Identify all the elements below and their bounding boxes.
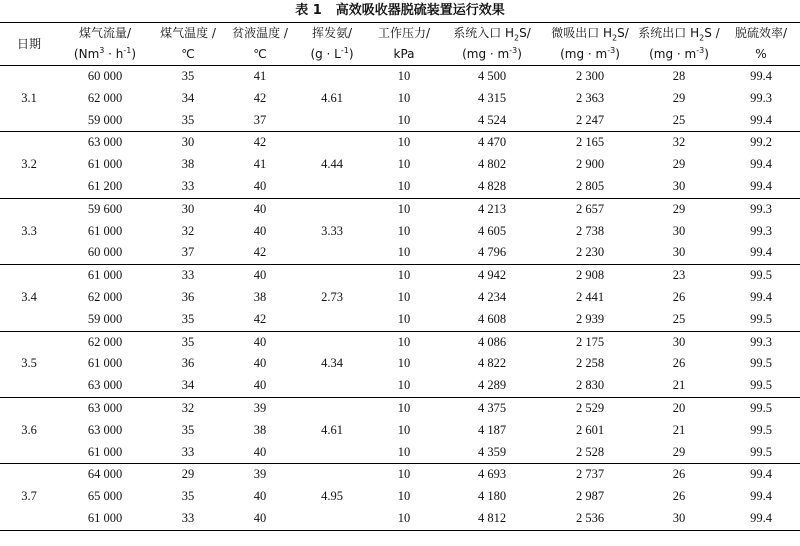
cell-gas-flow: 63 000 <box>87 400 123 415</box>
header-volatile-ammonia: 挥发氨/ <box>296 23 368 45</box>
cell-system-outlet-h2s: 30 <box>636 242 722 264</box>
cell-work-pressure: 10 <box>397 268 411 283</box>
cell-inlet-h2s: 4 180 <box>477 489 507 504</box>
cell-gas-flow: 61 000 <box>87 356 123 371</box>
cell-micro-outlet-h2s: 2 657 <box>575 201 605 216</box>
cell-lean-liquid-temp: 42 <box>224 242 296 264</box>
cell-work-pressure: 10 <box>397 489 411 504</box>
unit-volatile-ammonia: $(g \cdot L^{-1})$ <box>296 44 368 66</box>
header-micro-outlet-h2s: 微吸出口 $H_2S/$ <box>544 23 636 45</box>
cell-gas-flow: 65 000 <box>87 489 123 504</box>
cell-system-outlet-h2s: 29 <box>672 90 686 105</box>
cell-efficiency: 99.4 <box>750 489 772 504</box>
cell-efficiency: 99.2 <box>750 135 772 150</box>
header-lean-liquid-temp: 贫液温度 / <box>224 23 296 45</box>
cell-gas-flow: 64 000 <box>87 467 123 482</box>
cell-efficiency: 99.4 <box>722 176 800 198</box>
table-row <box>0 198 800 220</box>
cell-inlet-h2s: 4 942 <box>477 268 507 283</box>
cell-system-outlet-h2s: 20 <box>672 400 686 415</box>
cell-gas-temp: 37 <box>152 242 224 264</box>
cell-efficiency: 99.4 <box>750 69 772 83</box>
cell-gas-temp: 33 <box>152 176 224 198</box>
cell-efficiency: 99.5 <box>722 375 800 397</box>
cell-gas-flow: 59 600 <box>87 201 123 216</box>
header-date: 日期 <box>0 23 58 66</box>
header-system-outlet-h2s: 系统出口 $H_2S$ / <box>636 23 722 45</box>
cell-efficiency: 99.5 <box>750 268 772 283</box>
table-row <box>0 309 800 331</box>
table-row <box>0 221 800 243</box>
cell-work-pressure: 10 <box>368 508 440 530</box>
cell-efficiency: 99.4 <box>722 242 800 264</box>
cell-inlet-h2s: 4 524 <box>440 110 544 132</box>
cell-work-pressure: 10 <box>368 242 440 264</box>
cell-lean-liquid-temp: 42 <box>224 309 296 331</box>
cell-volatile-ammonia: 4.34 <box>296 331 368 397</box>
cell-gas-temp: 35 <box>181 422 195 437</box>
cell-efficiency: 99.3 <box>750 334 772 349</box>
cell-lean-liquid-temp: 40 <box>224 508 296 530</box>
cell-system-outlet-h2s: 23 <box>672 268 686 283</box>
cell-volatile-ammonia: 2.73 <box>296 265 368 331</box>
cell-efficiency: 99.4 <box>750 157 772 172</box>
cell-efficiency: 99.4 <box>750 289 772 304</box>
header-gas-flow: 煤气流量/ <box>58 23 152 45</box>
unit-gas-temp: ℃ <box>152 44 224 66</box>
cell-work-pressure: 10 <box>397 223 411 238</box>
cell-lean-liquid-temp: 39 <box>253 467 267 482</box>
cell-system-outlet-h2s: 32 <box>672 135 686 150</box>
cell-volatile-ammonia: 4.61 <box>296 397 368 463</box>
cell-date: 3.1 <box>0 66 58 132</box>
cell-work-pressure: 10 <box>397 289 411 304</box>
cell-gas-flow: 62 000 <box>87 90 123 105</box>
cell-efficiency: 99.4 <box>722 508 800 530</box>
cell-gas-temp: 30 <box>181 201 195 216</box>
cell-micro-outlet-h2s: 2 830 <box>544 375 636 397</box>
cell-work-pressure: 10 <box>397 201 411 216</box>
table-number: 表 1 <box>295 3 322 18</box>
cell-work-pressure: 10 <box>397 422 411 437</box>
cell-lean-liquid-temp: 40 <box>253 201 267 216</box>
table-row <box>0 375 800 397</box>
cell-inlet-h2s: 4 500 <box>477 69 507 83</box>
cell-lean-liquid-temp: 38 <box>253 289 267 304</box>
unit-lean-liquid-temp: ℃ <box>224 44 296 66</box>
cell-micro-outlet-h2s: 2 165 <box>575 135 605 150</box>
cell-micro-outlet-h2s: 2 441 <box>575 289 605 304</box>
cell-volatile-ammonia: 4.95 <box>296 464 368 530</box>
cell-inlet-h2s: 4 470 <box>477 135 507 150</box>
cell-micro-outlet-h2s: 2 737 <box>575 467 605 482</box>
unit-work-pressure: kPa <box>368 44 440 66</box>
table-row <box>0 464 800 486</box>
cell-volatile-ammonia: 3.33 <box>296 198 368 264</box>
cell-efficiency: 99.5 <box>750 400 772 415</box>
table-caption <box>0 0 800 22</box>
cell-gas-temp: 32 <box>181 400 195 415</box>
cell-gas-flow: 61 000 <box>87 157 123 172</box>
cell-efficiency: 99.5 <box>722 309 800 331</box>
cell-date: 3.4 <box>0 265 58 331</box>
cell-system-outlet-h2s: 28 <box>672 69 686 83</box>
table-row <box>0 353 800 375</box>
cell-date: 3.7 <box>0 464 58 530</box>
cell-gas-temp: 36 <box>181 356 195 371</box>
cell-inlet-h2s: 4 315 <box>477 90 507 105</box>
table-row <box>0 486 800 508</box>
cell-efficiency: 99.5 <box>750 356 772 371</box>
table-header <box>0 23 800 66</box>
cell-work-pressure: 10 <box>368 375 440 397</box>
cell-gas-flow: 63 000 <box>87 135 123 150</box>
cell-gas-temp: 34 <box>152 375 224 397</box>
table-row <box>0 287 800 309</box>
cell-lean-liquid-temp: 40 <box>224 375 296 397</box>
cell-system-outlet-h2s: 30 <box>672 334 686 349</box>
cell-work-pressure: 10 <box>397 400 411 415</box>
cell-efficiency: 99.3 <box>750 90 772 105</box>
cell-gas-temp: 33 <box>152 508 224 530</box>
cell-lean-liquid-temp: 41 <box>253 69 267 83</box>
cell-inlet-h2s: 4 234 <box>477 289 507 304</box>
cell-inlet-h2s: 4 822 <box>477 356 507 371</box>
cell-gas-flow: 61 000 <box>87 268 123 283</box>
cell-work-pressure: 10 <box>397 157 411 172</box>
cell-gas-flow: 61 000 <box>58 508 152 530</box>
cell-work-pressure: 10 <box>397 467 411 482</box>
cell-volatile-ammonia: 4.61 <box>296 66 368 132</box>
cell-inlet-h2s: 4 693 <box>477 467 507 482</box>
cell-inlet-h2s: 4 375 <box>477 400 507 415</box>
table-title: 高效吸收器脱硫装置运行效果 <box>335 3 505 18</box>
cell-micro-outlet-h2s: 2 987 <box>575 489 605 504</box>
cell-gas-temp: 36 <box>181 289 195 304</box>
cell-inlet-h2s: 4 828 <box>440 176 544 198</box>
cell-system-outlet-h2s: 30 <box>636 508 722 530</box>
cell-lean-liquid-temp: 40 <box>253 268 267 283</box>
table-row <box>0 331 800 353</box>
cell-work-pressure: 10 <box>368 309 440 331</box>
cell-micro-outlet-h2s: 2 536 <box>544 508 636 530</box>
cell-efficiency: 99.5 <box>722 442 800 464</box>
cell-gas-temp: 35 <box>152 309 224 331</box>
cell-micro-outlet-h2s: 2 363 <box>575 90 605 105</box>
cell-efficiency: 99.5 <box>750 422 772 437</box>
cell-gas-temp: 35 <box>181 334 195 349</box>
header-gas-temp: 煤气温度 / <box>152 23 224 45</box>
cell-micro-outlet-h2s: 2 805 <box>544 176 636 198</box>
cell-gas-temp: 33 <box>181 268 195 283</box>
cell-lean-liquid-temp: 42 <box>253 135 267 150</box>
unit-system-outlet-h2s: $(mg \cdot m^{-3})$ <box>636 44 722 66</box>
cell-gas-temp: 29 <box>181 467 195 482</box>
table-row <box>0 88 800 110</box>
cell-lean-liquid-temp: 40 <box>253 356 267 371</box>
header-efficiency: 脱硫效率/ <box>722 23 800 45</box>
cell-work-pressure: 10 <box>397 90 411 105</box>
cell-volatile-ammonia: 4.44 <box>296 132 368 198</box>
cell-work-pressure: 10 <box>368 442 440 464</box>
cell-date: 3.2 <box>0 132 58 198</box>
unit-micro-outlet-h2s: $(mg \cdot m^{-3})$ <box>544 44 636 66</box>
unit-gas-flow: $(Nm^3 \cdot h^{-1})$ <box>58 44 152 66</box>
table-row <box>0 442 800 464</box>
cell-lean-liquid-temp: 38 <box>253 422 267 437</box>
table-row <box>0 110 800 132</box>
header-inlet-h2s: 系统入口 $H_2S/$ <box>440 23 544 45</box>
cell-gas-temp: 35 <box>152 110 224 132</box>
cell-inlet-h2s: 4 605 <box>477 223 507 238</box>
cell-date: 3.5 <box>0 331 58 397</box>
cell-inlet-h2s: 4 796 <box>440 242 544 264</box>
cell-inlet-h2s: 4 187 <box>477 422 507 437</box>
table-body <box>0 66 800 531</box>
cell-inlet-h2s: 4 608 <box>440 309 544 331</box>
cell-inlet-h2s: 4 213 <box>477 201 507 216</box>
cell-micro-outlet-h2s: 2 230 <box>544 242 636 264</box>
table-row <box>0 242 800 264</box>
table-row <box>0 420 800 442</box>
cell-micro-outlet-h2s: 2 258 <box>575 356 605 371</box>
cell-micro-outlet-h2s: 2 601 <box>575 422 605 437</box>
cell-work-pressure: 10 <box>397 334 411 349</box>
cell-system-outlet-h2s: 26 <box>672 356 686 371</box>
cell-efficiency: 99.3 <box>750 201 772 216</box>
cell-gas-temp: 32 <box>181 223 195 238</box>
cell-gas-flow: 61 000 <box>58 442 152 464</box>
cell-system-outlet-h2s: 25 <box>636 110 722 132</box>
cell-lean-liquid-temp: 40 <box>253 334 267 349</box>
cell-system-outlet-h2s: 21 <box>636 375 722 397</box>
cell-gas-temp: 33 <box>152 442 224 464</box>
cell-micro-outlet-h2s: 2 175 <box>575 334 605 349</box>
cell-gas-temp: 35 <box>181 69 195 83</box>
cell-gas-flow: 62 000 <box>87 334 123 349</box>
table-row <box>0 397 800 419</box>
cell-lean-liquid-temp: 39 <box>253 400 267 415</box>
cell-gas-flow: 63 000 <box>87 422 123 437</box>
cell-gas-temp: 30 <box>181 135 195 150</box>
cell-system-outlet-h2s: 29 <box>636 442 722 464</box>
cell-gas-temp: 38 <box>181 157 195 172</box>
cell-micro-outlet-h2s: 2 738 <box>575 223 605 238</box>
cell-gas-flow: 61 000 <box>87 223 123 238</box>
cell-lean-liquid-temp: 40 <box>253 223 267 238</box>
table-row <box>0 66 800 88</box>
cell-inlet-h2s: 4 289 <box>440 375 544 397</box>
cell-micro-outlet-h2s: 2 939 <box>544 309 636 331</box>
cell-system-outlet-h2s: 30 <box>672 223 686 238</box>
cell-system-outlet-h2s: 25 <box>636 309 722 331</box>
cell-micro-outlet-h2s: 2 247 <box>544 110 636 132</box>
cell-lean-liquid-temp: 42 <box>253 90 267 105</box>
cell-inlet-h2s: 4 812 <box>440 508 544 530</box>
cell-gas-flow: 61 200 <box>58 176 152 198</box>
unit-inlet-h2s: $(mg \cdot m^{-3})$ <box>440 44 544 66</box>
cell-lean-liquid-temp: 37 <box>224 110 296 132</box>
cell-work-pressure: 10 <box>397 69 411 83</box>
cell-system-outlet-h2s: 30 <box>636 176 722 198</box>
cell-micro-outlet-h2s: 2 908 <box>575 268 605 283</box>
cell-gas-flow: 62 000 <box>87 289 123 304</box>
cell-system-outlet-h2s: 26 <box>672 467 686 482</box>
cell-efficiency: 99.4 <box>750 467 772 482</box>
cell-system-outlet-h2s: 21 <box>672 422 686 437</box>
cell-micro-outlet-h2s: 2 300 <box>575 69 605 83</box>
cell-system-outlet-h2s: 29 <box>672 201 686 216</box>
cell-lean-liquid-temp: 40 <box>224 176 296 198</box>
table-row <box>0 265 800 287</box>
cell-micro-outlet-h2s: 2 900 <box>575 157 605 172</box>
table-row <box>0 154 800 176</box>
cell-gas-temp: 34 <box>181 90 195 105</box>
cell-date: 3.6 <box>0 397 58 463</box>
cell-gas-flow: 59 000 <box>58 309 152 331</box>
cell-gas-flow: 63 000 <box>58 375 152 397</box>
desulfurization-table <box>0 22 800 531</box>
table-row <box>0 132 800 154</box>
header-work-pressure: 工作压力/ <box>368 23 440 45</box>
cell-lean-liquid-temp: 40 <box>253 489 267 504</box>
cell-micro-outlet-h2s: 2 528 <box>544 442 636 464</box>
cell-work-pressure: 10 <box>397 356 411 371</box>
cell-work-pressure: 10 <box>368 110 440 132</box>
cell-micro-outlet-h2s: 2 529 <box>575 400 605 415</box>
cell-system-outlet-h2s: 26 <box>672 489 686 504</box>
cell-inlet-h2s: 4 086 <box>477 334 507 349</box>
unit-efficiency: % <box>722 44 800 66</box>
cell-work-pressure: 10 <box>397 135 411 150</box>
table-row <box>0 176 800 198</box>
cell-system-outlet-h2s: 26 <box>672 289 686 304</box>
cell-inlet-h2s: 4 359 <box>440 442 544 464</box>
cell-date: 3.3 <box>0 198 58 264</box>
cell-lean-liquid-temp: 40 <box>224 442 296 464</box>
cell-lean-liquid-temp: 41 <box>253 157 267 172</box>
cell-system-outlet-h2s: 29 <box>672 157 686 172</box>
cell-efficiency: 99.4 <box>722 110 800 132</box>
cell-gas-temp: 35 <box>181 489 195 504</box>
cell-gas-flow: 59 000 <box>58 110 152 132</box>
cell-gas-flow: 60 000 <box>87 69 123 83</box>
cell-work-pressure: 10 <box>368 176 440 198</box>
table-row <box>0 508 800 530</box>
cell-efficiency: 99.3 <box>750 223 772 238</box>
cell-inlet-h2s: 4 802 <box>477 157 507 172</box>
cell-gas-flow: 60 000 <box>58 242 152 264</box>
